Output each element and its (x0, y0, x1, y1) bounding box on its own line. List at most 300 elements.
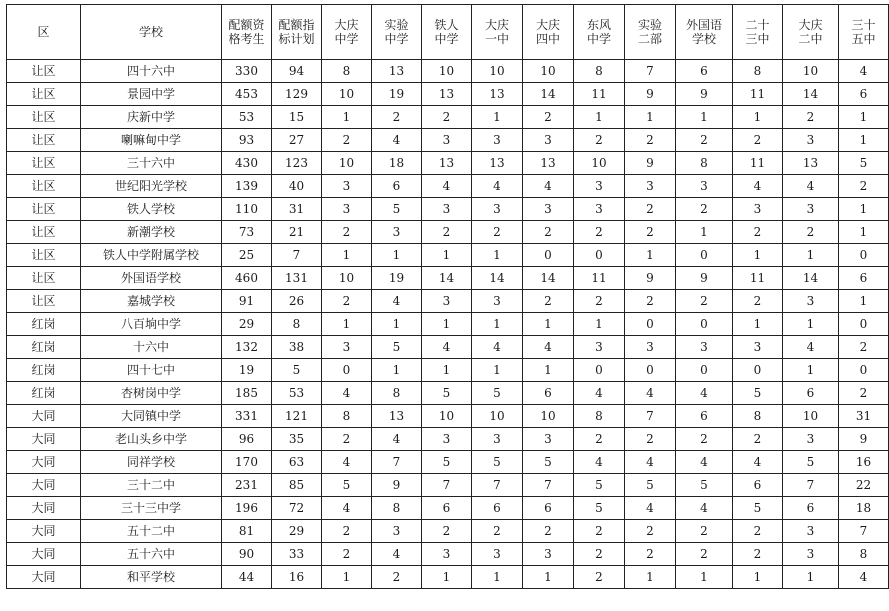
value-cell: 85 (272, 474, 322, 497)
value-cell: 35 (272, 428, 322, 451)
district-cell: 大同 (7, 520, 81, 543)
value-cell: 2 (322, 428, 372, 451)
value-cell: 10 (322, 152, 372, 175)
district-cell: 让区 (7, 267, 81, 290)
header-col-2-line-1: 中学 (334, 32, 359, 46)
value-cell: 5 (472, 451, 523, 474)
value-cell: 13 (372, 405, 422, 428)
value-cell: 96 (222, 428, 272, 451)
value-cell: 6 (472, 497, 523, 520)
value-cell: 1 (422, 244, 472, 267)
value-cell: 2 (472, 520, 523, 543)
value-cell: 10 (783, 405, 839, 428)
value-cell: 330 (222, 60, 272, 83)
value-cell: 31 (272, 198, 322, 221)
district-cell: 红岗 (7, 382, 81, 405)
value-cell: 3 (523, 543, 574, 566)
value-cell: 3 (783, 428, 839, 451)
quota-table-sheet (6, 4, 889, 589)
value-cell: 4 (839, 60, 889, 83)
value-cell: 8 (733, 60, 783, 83)
header-district: 区 (7, 5, 81, 60)
value-cell: 11 (733, 267, 783, 290)
school-cell: 世纪阳光学校 (81, 175, 222, 198)
value-cell: 2 (523, 106, 574, 129)
value-cell: 7 (625, 60, 676, 83)
value-cell: 1 (472, 106, 523, 129)
value-cell: 331 (222, 405, 272, 428)
value-cell: 4 (625, 497, 676, 520)
header-col-1-line-1: 标计划 (278, 32, 315, 46)
value-cell: 18 (839, 497, 889, 520)
value-cell: 1 (472, 244, 523, 267)
value-cell: 3 (322, 198, 372, 221)
table-row (7, 336, 889, 359)
value-cell: 9 (372, 474, 422, 497)
value-cell: 1 (839, 198, 889, 221)
value-cell: 4 (733, 451, 783, 474)
value-cell: 3 (472, 543, 523, 566)
value-cell: 2 (733, 520, 783, 543)
value-cell: 14 (523, 267, 574, 290)
value-cell: 3 (733, 198, 783, 221)
value-cell: 8 (574, 60, 625, 83)
header-col-12 (839, 5, 889, 60)
value-cell: 2 (676, 520, 733, 543)
district-cell: 大同 (7, 474, 81, 497)
school-cell: 庆新中学 (81, 106, 222, 129)
school-cell: 八百垧中学 (81, 313, 222, 336)
value-cell: 1 (523, 313, 574, 336)
school-cell: 三十二中 (81, 474, 222, 497)
value-cell: 5 (574, 497, 625, 520)
value-cell: 15 (272, 106, 322, 129)
header-col-7 (574, 5, 625, 60)
header-col-3 (372, 5, 422, 60)
value-cell: 1 (783, 244, 839, 267)
value-cell: 3 (523, 428, 574, 451)
value-cell: 3 (783, 543, 839, 566)
header-col-6-line-1: 四中 (535, 32, 560, 46)
value-cell: 2 (523, 290, 574, 313)
header-col-5-line-1: 一中 (484, 32, 509, 46)
value-cell: 110 (222, 198, 272, 221)
value-cell: 11 (574, 83, 625, 106)
value-cell: 4 (372, 428, 422, 451)
value-cell: 44 (222, 566, 272, 589)
value-cell: 170 (222, 451, 272, 474)
value-cell: 26 (272, 290, 322, 313)
value-cell: 81 (222, 520, 272, 543)
school-cell: 铁人中学附属学校 (81, 244, 222, 267)
value-cell: 4 (839, 566, 889, 589)
value-cell: 123 (272, 152, 322, 175)
value-cell: 0 (839, 313, 889, 336)
school-cell: 四十七中 (81, 359, 222, 382)
value-cell: 9 (676, 267, 733, 290)
value-cell: 10 (422, 405, 472, 428)
table-row (7, 290, 889, 313)
value-cell: 5 (523, 451, 574, 474)
value-cell: 8 (676, 152, 733, 175)
district-cell: 大同 (7, 428, 81, 451)
value-cell: 0 (839, 359, 889, 382)
value-cell: 33 (272, 543, 322, 566)
table-row (7, 451, 889, 474)
value-cell: 90 (222, 543, 272, 566)
value-cell: 453 (222, 83, 272, 106)
value-cell: 19 (372, 267, 422, 290)
value-cell: 5 (422, 451, 472, 474)
table-row (7, 520, 889, 543)
value-cell: 6 (676, 60, 733, 83)
school-cell: 老山头乡中学 (81, 428, 222, 451)
value-cell: 4 (372, 543, 422, 566)
value-cell: 0 (676, 359, 733, 382)
value-cell: 4 (322, 451, 372, 474)
value-cell: 0 (625, 359, 676, 382)
value-cell: 0 (322, 359, 372, 382)
header-col-11-line-0: 大庆 (798, 18, 823, 32)
table-row (7, 566, 889, 589)
value-cell: 3 (783, 290, 839, 313)
value-cell: 4 (625, 382, 676, 405)
value-cell: 2 (574, 566, 625, 589)
value-cell: 13 (472, 152, 523, 175)
value-cell: 7 (783, 474, 839, 497)
table-row (7, 83, 889, 106)
value-cell: 10 (783, 60, 839, 83)
value-cell: 2 (574, 520, 625, 543)
school-cell: 铁人学校 (81, 198, 222, 221)
header-col-8 (625, 5, 676, 60)
value-cell: 6 (839, 267, 889, 290)
value-cell: 3 (422, 129, 472, 152)
value-cell: 4 (676, 382, 733, 405)
value-cell: 31 (839, 405, 889, 428)
value-cell: 3 (472, 290, 523, 313)
value-cell: 29 (222, 313, 272, 336)
value-cell: 2 (733, 129, 783, 152)
header-col-0-line-1: 格考生 (228, 32, 265, 46)
value-cell: 11 (574, 267, 625, 290)
value-cell: 1 (839, 221, 889, 244)
value-cell: 0 (625, 313, 676, 336)
value-cell: 38 (272, 336, 322, 359)
value-cell: 25 (222, 244, 272, 267)
value-cell: 2 (733, 428, 783, 451)
value-cell: 1 (839, 290, 889, 313)
value-cell: 5 (574, 474, 625, 497)
value-cell: 2 (625, 129, 676, 152)
header-col-11-line-1: 二中 (798, 32, 823, 46)
school-cell: 和平学校 (81, 566, 222, 589)
value-cell: 6 (372, 175, 422, 198)
value-cell: 0 (574, 359, 625, 382)
value-cell: 14 (523, 83, 574, 106)
table-row (7, 60, 889, 83)
value-cell: 13 (422, 83, 472, 106)
value-cell: 5 (676, 474, 733, 497)
value-cell: 5 (625, 474, 676, 497)
value-cell: 0 (523, 244, 574, 267)
school-cell: 五十二中 (81, 520, 222, 543)
value-cell: 14 (422, 267, 472, 290)
district-cell: 让区 (7, 152, 81, 175)
district-cell: 让区 (7, 198, 81, 221)
value-cell: 5 (372, 336, 422, 359)
header-col-7-line-0: 东风 (586, 18, 611, 32)
header-school: 学校 (81, 5, 222, 60)
value-cell: 2 (574, 129, 625, 152)
value-cell: 2 (733, 221, 783, 244)
value-cell: 3 (625, 175, 676, 198)
value-cell: 1 (625, 566, 676, 589)
district-cell: 让区 (7, 221, 81, 244)
value-cell: 5 (272, 359, 322, 382)
value-cell: 1 (322, 313, 372, 336)
value-cell: 4 (676, 497, 733, 520)
value-cell: 13 (422, 152, 472, 175)
value-cell: 0 (574, 244, 625, 267)
value-cell: 2 (322, 520, 372, 543)
value-cell: 2 (625, 520, 676, 543)
value-cell: 10 (422, 60, 472, 83)
value-cell: 10 (472, 405, 523, 428)
table-row (7, 474, 889, 497)
header-col-5-line-0: 大庆 (484, 18, 509, 32)
value-cell: 3 (733, 336, 783, 359)
table-row (7, 175, 889, 198)
value-cell: 8 (372, 382, 422, 405)
value-cell: 3 (472, 198, 523, 221)
value-cell: 2 (574, 290, 625, 313)
value-cell: 3 (574, 336, 625, 359)
value-cell: 2 (839, 175, 889, 198)
value-cell: 53 (222, 106, 272, 129)
value-cell: 5 (839, 152, 889, 175)
value-cell: 1 (783, 359, 839, 382)
value-cell: 0 (839, 244, 889, 267)
school-cell: 景园中学 (81, 83, 222, 106)
value-cell: 132 (222, 336, 272, 359)
value-cell: 11 (733, 152, 783, 175)
district-cell: 让区 (7, 106, 81, 129)
value-cell: 129 (272, 83, 322, 106)
header-col-12-line-1: 五中 (851, 32, 876, 46)
header-col-10 (733, 5, 783, 60)
value-cell: 231 (222, 474, 272, 497)
value-cell: 3 (422, 428, 472, 451)
school-cell: 四十六中 (81, 60, 222, 83)
district-cell: 让区 (7, 83, 81, 106)
value-cell: 131 (272, 267, 322, 290)
value-cell: 3 (523, 129, 574, 152)
school-cell: 新潮学校 (81, 221, 222, 244)
value-cell: 430 (222, 152, 272, 175)
value-cell: 4 (372, 129, 422, 152)
value-cell: 3 (372, 520, 422, 543)
value-cell: 2 (625, 198, 676, 221)
value-cell: 7 (272, 244, 322, 267)
value-cell: 2 (625, 290, 676, 313)
value-cell: 4 (422, 175, 472, 198)
header-col-5 (472, 5, 523, 60)
value-cell: 7 (472, 474, 523, 497)
value-cell: 19 (222, 359, 272, 382)
value-cell: 3 (372, 221, 422, 244)
value-cell: 9 (625, 152, 676, 175)
value-cell: 2 (733, 543, 783, 566)
value-cell: 5 (372, 198, 422, 221)
header-col-2-line-0: 大庆 (334, 18, 359, 32)
value-cell: 1 (839, 129, 889, 152)
school-cell: 外国语学校 (81, 267, 222, 290)
value-cell: 3 (472, 428, 523, 451)
value-cell: 40 (272, 175, 322, 198)
value-cell: 3 (676, 175, 733, 198)
header-col-4-line-1: 中学 (434, 32, 459, 46)
value-cell: 3 (322, 336, 372, 359)
district-cell: 让区 (7, 60, 81, 83)
value-cell: 5 (422, 382, 472, 405)
table-row (7, 497, 889, 520)
value-cell: 14 (472, 267, 523, 290)
value-cell: 2 (783, 106, 839, 129)
value-cell: 11 (733, 83, 783, 106)
value-cell: 1 (574, 106, 625, 129)
value-cell: 1 (422, 566, 472, 589)
value-cell: 0 (676, 313, 733, 336)
table-header (7, 5, 889, 60)
value-cell: 1 (422, 359, 472, 382)
value-cell: 7 (422, 474, 472, 497)
value-cell: 8 (322, 405, 372, 428)
value-cell: 7 (839, 520, 889, 543)
value-cell: 8 (733, 405, 783, 428)
value-cell: 1 (322, 106, 372, 129)
value-cell: 6 (733, 474, 783, 497)
value-cell: 7 (625, 405, 676, 428)
value-cell: 10 (523, 405, 574, 428)
value-cell: 8 (272, 313, 322, 336)
value-cell: 2 (625, 543, 676, 566)
value-cell: 10 (574, 152, 625, 175)
value-cell: 9 (625, 83, 676, 106)
value-cell: 6 (839, 83, 889, 106)
table-row (7, 129, 889, 152)
value-cell: 185 (222, 382, 272, 405)
value-cell: 2 (574, 221, 625, 244)
value-cell: 22 (839, 474, 889, 497)
value-cell: 3 (523, 198, 574, 221)
value-cell: 3 (422, 290, 472, 313)
header-col-9-line-1: 学校 (691, 32, 716, 46)
value-cell: 2 (733, 290, 783, 313)
district-cell: 让区 (7, 175, 81, 198)
value-cell: 8 (574, 405, 625, 428)
value-cell: 4 (625, 451, 676, 474)
value-cell: 18 (372, 152, 422, 175)
header-col-3-line-1: 中学 (384, 32, 409, 46)
district-cell: 大同 (7, 497, 81, 520)
school-cell: 三十六中 (81, 152, 222, 175)
value-cell: 1 (783, 566, 839, 589)
value-cell: 6 (783, 497, 839, 520)
value-cell: 1 (676, 106, 733, 129)
value-cell: 4 (783, 336, 839, 359)
header-col-4 (422, 5, 472, 60)
quota-allocation-table (6, 4, 889, 589)
header-row (7, 5, 889, 60)
table-row (7, 543, 889, 566)
header-col-8-line-0: 实验 (637, 18, 662, 32)
value-cell: 6 (783, 382, 839, 405)
value-cell: 19 (372, 83, 422, 106)
value-cell: 6 (676, 405, 733, 428)
value-cell: 3 (574, 198, 625, 221)
value-cell: 9 (839, 428, 889, 451)
school-cell: 杏树岗中学 (81, 382, 222, 405)
table-row (7, 221, 889, 244)
district-cell: 大同 (7, 566, 81, 589)
value-cell: 4 (733, 175, 783, 198)
value-cell: 2 (322, 543, 372, 566)
value-cell: 3 (676, 336, 733, 359)
value-cell: 73 (222, 221, 272, 244)
value-cell: 16 (272, 566, 322, 589)
value-cell: 2 (322, 290, 372, 313)
district-cell: 红岗 (7, 336, 81, 359)
district-cell: 大同 (7, 543, 81, 566)
value-cell: 2 (839, 382, 889, 405)
value-cell: 3 (625, 336, 676, 359)
table-row (7, 152, 889, 175)
value-cell: 4 (322, 382, 372, 405)
header-col-9 (676, 5, 733, 60)
value-cell: 1 (625, 106, 676, 129)
value-cell: 4 (322, 497, 372, 520)
header-col-8-line-1: 二部 (637, 32, 662, 46)
value-cell: 2 (322, 221, 372, 244)
value-cell: 2 (322, 129, 372, 152)
table-row (7, 382, 889, 405)
value-cell: 2 (422, 520, 472, 543)
value-cell: 72 (272, 497, 322, 520)
header-col-10-line-0: 二十 (745, 18, 770, 32)
district-cell: 大同 (7, 451, 81, 474)
table-row (7, 313, 889, 336)
value-cell: 4 (523, 336, 574, 359)
header-col-6-line-0: 大庆 (535, 18, 560, 32)
header-col-7-line-1: 中学 (586, 32, 611, 46)
value-cell: 1 (422, 313, 472, 336)
value-cell: 10 (523, 60, 574, 83)
value-cell: 1 (322, 566, 372, 589)
value-cell: 4 (472, 175, 523, 198)
value-cell: 2 (839, 336, 889, 359)
value-cell: 1 (676, 221, 733, 244)
value-cell: 4 (676, 451, 733, 474)
value-cell: 14 (783, 83, 839, 106)
value-cell: 13 (472, 83, 523, 106)
header-col-10-line-1: 三中 (745, 32, 770, 46)
table-body (7, 60, 889, 589)
table-row (7, 267, 889, 290)
value-cell: 3 (422, 198, 472, 221)
value-cell: 7 (523, 474, 574, 497)
table-row (7, 106, 889, 129)
